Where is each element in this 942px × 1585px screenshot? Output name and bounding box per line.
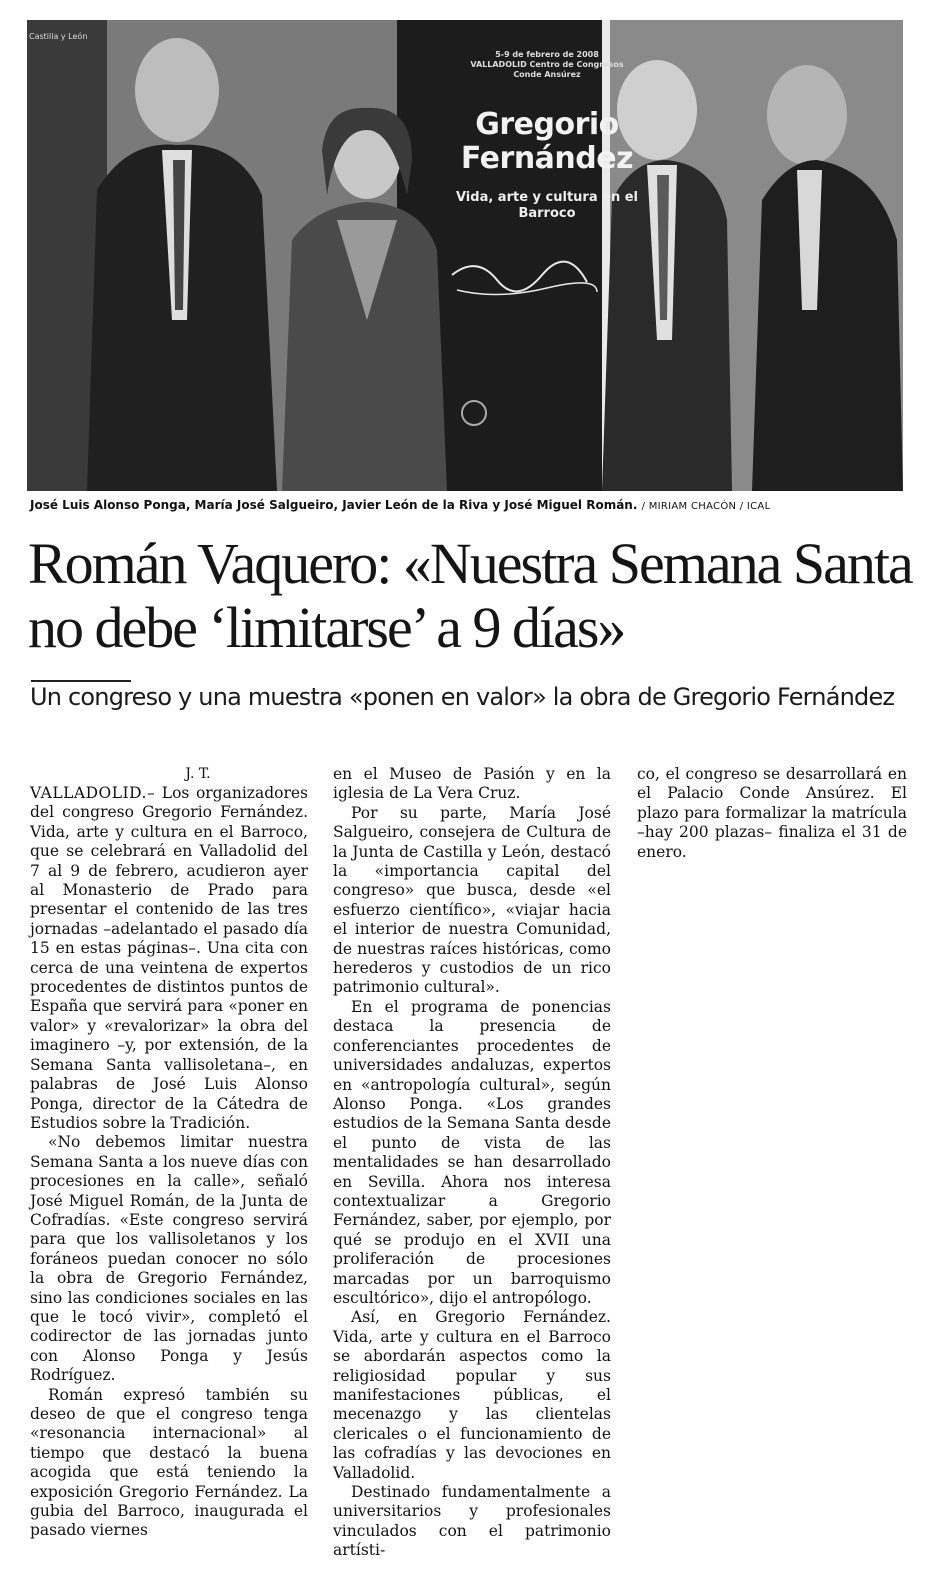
article-column-2 [333, 765, 611, 1561]
paragraph: en el Museo de Pasión y en la iglesia de La Vera Cruz. [333, 765, 611, 803]
byline: J. T. [185, 766, 211, 782]
paragraph: Así, en Gregorio Fernández. Vida, arte y cultura en el Barroco se abordarán aspectos como la religiosidad popular y sus manifestaciones públicas, el mecenazgo y las clientelas clericales o el funcionamiento de las cofradías y las devociones en Valladolid. [333, 1308, 611, 1482]
paragraph: Los organizadores del congreso Gregorio Fernández. Vida, arte y cultura en el Barroco, que se celebrará en Valladolid del 7 al 9 de febrero, acudieron ayer al Monasterio de Prado para presentar el contenido de las tres jornadas –adelantado el pasado día 15 en estas páginas–. Una cita con cerca de una veintena de expertos procedentes de distintos puntos de España que servirá para «poner en valor» y «revalorizar» la obra del imaginero –y, por extensión, de la Semana Santa vallisoletana–, en palabras de José Luis Alonso Ponga, director de la Cátedra de Estudios sobre la Tradición. [30, 784, 308, 1132]
dateline: VALLADOLID.– [30, 784, 156, 802]
news-photo [27, 20, 903, 491]
poster-title: Gregorio Fernández [460, 107, 634, 176]
photo-illustration [27, 20, 903, 491]
poster-dates: 5-9 de febrero de 2008 VALLADOLID Centro de Congresos Conde Ansúrez [470, 50, 624, 79]
paragraph: «No debemos limitar nuestra Semana Santa a los nueve días con procesiones en la calle», señaló José Miguel Román, de la Junta de Cofradías. «Este congreso servirá para que los vallisoletanos y los foráneos puedan conocer no sólo la obra de Gregorio Fernández, sino las condiciones sociales en las que le tocó vivir», completó el codirector de las jornadas junto con Alonso Ponga y Jesús Rodríguez. [30, 1133, 308, 1385]
caption-names: José Luis Alonso Ponga, María José Salgueiro, Javier León de la Riva y José Miguel Román. [30, 498, 638, 512]
headline: Román Vaquero: «Nuestra Semana Santa no debe ‘limitarse’ a 9 días» [28, 531, 912, 660]
article-column-1 [30, 765, 308, 1541]
subheadline: Un congreso y una muestra «ponen en valor» la obra de Gregorio Fernández [30, 683, 895, 711]
photo-caption [30, 498, 910, 512]
poster-subtitle: Vida, arte y cultura en el Barroco [455, 190, 639, 221]
article-column-3 [637, 765, 907, 862]
paragraph: Destinado fundamentalmente a universitarios y profesionales vinculados con el patrimonio artísti- [333, 1483, 611, 1560]
paragraph: En el programa de ponencias destaca la presencia de conferenciantes procedentes de universidades andaluzas, expertos en «antropología cultural», según Alonso Ponga. «Los grandes estudios de la Semana Santa desde el punto de vista de las mentalidades se han desarrollado en Sevilla. Ahora nos interesa contextualizar a Gregorio Fernández, saber, por ejemplo, por qué se produjo en el XVII una proliferación de procesiones marcadas por un barroquismo escultórico», dijo el antropólogo. [333, 997, 611, 1307]
photo-banner-text: Castilla y León [29, 32, 88, 41]
photo-credit: / MIRIAM CHACÓN / ICAL [641, 501, 771, 512]
paragraph: Por su parte, María José Salgueiro, consejera de Cultura de la Junta de Castilla y León, destacó la «importancia capital del congreso» que busca, desde «el esfuerzo científico», «viajar hacia el interior de nuestra Comunidad, de nuestras raíces históricas, como herederos y custodios de un rico patrimonio cultural». [333, 803, 611, 997]
paragraph: Román expresó también su deseo de que el congreso tenga «resonancia internacional» al tiempo que destacó la buena acogida que está teniendo la exposición Gregorio Fernández. La gubia del Barroco, inaugurada el pasado viernes [30, 1385, 308, 1540]
paragraph: co, el congreso se desarrollará en el Palacio Conde Ansúrez. El plazo para formalizar la matrícula –hay 200 plazas– finaliza el 31 de enero. [637, 765, 907, 861]
